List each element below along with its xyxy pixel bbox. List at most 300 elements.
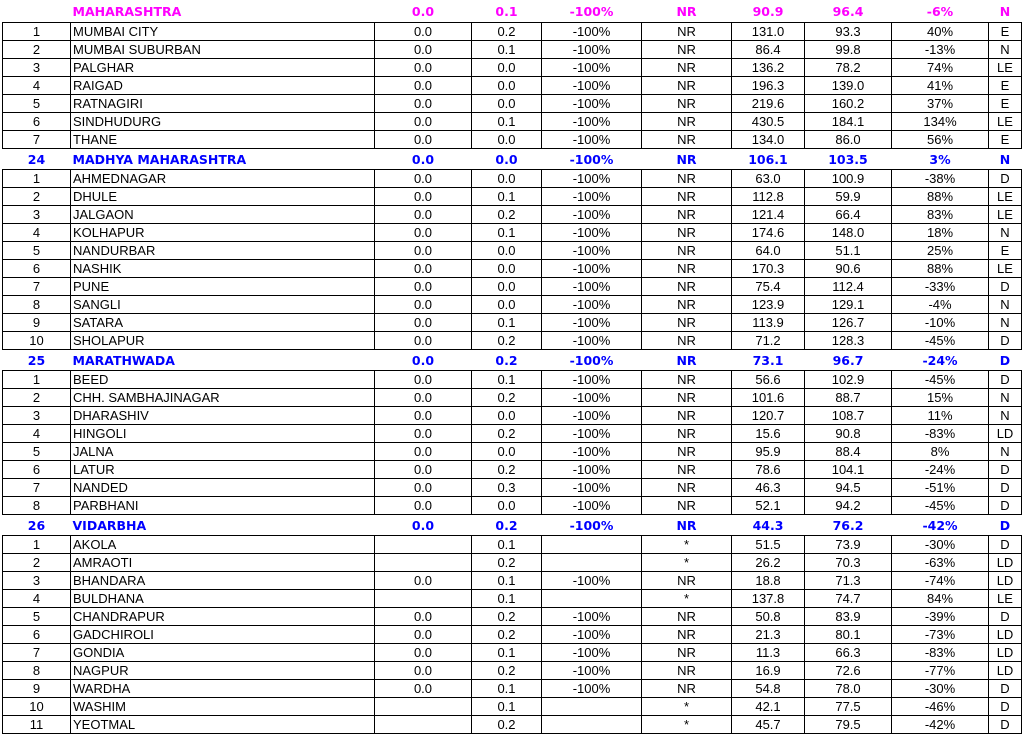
- table-cell: -45%: [892, 371, 989, 389]
- subdivision-value: N: [999, 3, 1011, 19]
- table-cell: -77%: [892, 662, 989, 680]
- table-cell: 75.4: [732, 278, 805, 296]
- table-cell: NR: [642, 77, 732, 95]
- table-cell: -100%: [542, 242, 642, 260]
- table-cell: 0.2: [472, 626, 542, 644]
- table-cell: 113.9: [732, 314, 805, 332]
- table-cell: LE: [989, 206, 1022, 224]
- subdivision-number: [3, 0, 71, 23]
- table-cell: 74.7: [805, 590, 892, 608]
- district-name: KOLHAPUR: [71, 224, 375, 242]
- table-row: [3, 131, 1022, 149]
- table-cell: -100%: [542, 425, 642, 443]
- district-name: GADCHIROLI: [71, 626, 375, 644]
- district-name: NASHIK: [71, 260, 375, 278]
- table-cell: -39%: [892, 608, 989, 626]
- table-cell: 0.1: [472, 572, 542, 590]
- subdivision-value: -100%: [569, 517, 614, 533]
- table-cell: D: [989, 278, 1022, 296]
- district-name: WASHIM: [71, 698, 375, 716]
- table-cell: 137.8: [732, 590, 805, 608]
- table-cell: 0.0: [375, 59, 472, 77]
- table-cell: 40%: [892, 23, 989, 41]
- district-name: LATUR: [71, 461, 375, 479]
- table-cell: 83.9: [805, 608, 892, 626]
- table-cell: 0.2: [472, 554, 542, 572]
- table-cell: [375, 554, 472, 572]
- table-cell: 0.3: [472, 479, 542, 497]
- table-cell: 0.0: [472, 296, 542, 314]
- table-cell: *: [642, 590, 732, 608]
- table-cell: 86.0: [805, 131, 892, 149]
- district-name: NAGPUR: [71, 662, 375, 680]
- table-cell: -100%: [542, 332, 642, 350]
- subdivision-value: NR: [676, 352, 697, 368]
- table-cell: NR: [642, 278, 732, 296]
- table-cell: 51.1: [805, 242, 892, 260]
- table-cell: 0.0: [375, 371, 472, 389]
- row-number: 9: [3, 314, 71, 332]
- table-cell: 52.1: [732, 497, 805, 515]
- table-row: [3, 716, 1022, 734]
- table-cell: -13%: [892, 41, 989, 59]
- subdivision-value: NR: [676, 517, 697, 533]
- row-number: 4: [3, 77, 71, 95]
- table-cell: 0.2: [472, 389, 542, 407]
- district-name: YEOTMAL: [71, 716, 375, 734]
- table-cell: NR: [642, 371, 732, 389]
- table-cell: 100.9: [805, 170, 892, 188]
- table-cell: D: [989, 371, 1022, 389]
- table-cell: 26.2: [732, 554, 805, 572]
- table-cell: NR: [642, 443, 732, 461]
- district-name: RAIGAD: [71, 77, 375, 95]
- subdivision-value: NR: [676, 3, 697, 19]
- table-cell: LD: [989, 554, 1022, 572]
- table-row: [3, 626, 1022, 644]
- table-cell: 18%: [892, 224, 989, 242]
- table-cell: 90.6: [805, 260, 892, 278]
- table-row: [3, 698, 1022, 716]
- district-name: BHANDARA: [71, 572, 375, 590]
- table-cell: 196.3: [732, 77, 805, 95]
- table-cell: -4%: [892, 296, 989, 314]
- table-cell: NR: [642, 95, 732, 113]
- table-cell: 0.0: [375, 113, 472, 131]
- table-cell: 0.0: [472, 407, 542, 425]
- table-cell: 86.4: [732, 41, 805, 59]
- table-cell: 184.1: [805, 113, 892, 131]
- table-cell: -100%: [542, 314, 642, 332]
- table-cell: [542, 590, 642, 608]
- table-row: [3, 644, 1022, 662]
- table-cell: D: [989, 497, 1022, 515]
- table-cell: 88.4: [805, 443, 892, 461]
- table-cell: -100%: [542, 296, 642, 314]
- table-cell: D: [989, 332, 1022, 350]
- table-cell: 0.2: [472, 608, 542, 626]
- subdivision-value: 0.0: [411, 517, 435, 533]
- table-cell: -100%: [542, 479, 642, 497]
- table-cell: 88.7: [805, 389, 892, 407]
- row-number: 2: [3, 188, 71, 206]
- subdivision-value: 76.2: [832, 517, 864, 533]
- table-cell: -45%: [892, 332, 989, 350]
- table-cell: 136.2: [732, 59, 805, 77]
- table-cell: 139.0: [805, 77, 892, 95]
- table-row: [3, 188, 1022, 206]
- subdivision-header-row: [3, 515, 1022, 536]
- table-cell: 0.0: [472, 59, 542, 77]
- table-row: [3, 206, 1022, 224]
- table-cell: 84%: [892, 590, 989, 608]
- table-cell: E: [989, 95, 1022, 113]
- table-cell: 128.3: [805, 332, 892, 350]
- table-cell: 148.0: [805, 224, 892, 242]
- district-name: SINDHUDURG: [71, 113, 375, 131]
- table-cell: N: [989, 224, 1022, 242]
- table-row: [3, 497, 1022, 515]
- table-cell: LE: [989, 260, 1022, 278]
- table-cell: NR: [642, 131, 732, 149]
- table-cell: 21.3: [732, 626, 805, 644]
- table-cell: 90.8: [805, 425, 892, 443]
- row-number: 1: [3, 371, 71, 389]
- table-cell: NR: [642, 314, 732, 332]
- district-name: PALGHAR: [71, 59, 375, 77]
- table-cell: 18.8: [732, 572, 805, 590]
- table-cell: 0.0: [472, 260, 542, 278]
- table-cell: 0.0: [375, 608, 472, 626]
- table-cell: 93.3: [805, 23, 892, 41]
- table-cell: LE: [989, 590, 1022, 608]
- table-cell: N: [989, 389, 1022, 407]
- table-cell: -30%: [892, 536, 989, 554]
- table-cell: [542, 536, 642, 554]
- district-name: HINGOLI: [71, 425, 375, 443]
- table-cell: 129.1: [805, 296, 892, 314]
- subdivision-value: 0.2: [495, 517, 518, 533]
- table-row: [3, 113, 1022, 131]
- table-cell: -63%: [892, 554, 989, 572]
- row-number: 8: [3, 497, 71, 515]
- table-cell: -51%: [892, 479, 989, 497]
- row-number: 4: [3, 590, 71, 608]
- table-cell: E: [989, 242, 1022, 260]
- row-number: 4: [3, 224, 71, 242]
- subdivision-name: MAHARASHTRA: [72, 3, 182, 19]
- table-row: [3, 314, 1022, 332]
- table-cell: [542, 698, 642, 716]
- table-cell: 0.0: [375, 242, 472, 260]
- table-row: [3, 242, 1022, 260]
- table-cell: 41%: [892, 77, 989, 95]
- table-cell: 0.0: [472, 77, 542, 95]
- subdivision-value: 0.0: [411, 3, 435, 19]
- table-cell: NR: [642, 626, 732, 644]
- table-cell: 0.0: [375, 662, 472, 680]
- table-cell: D: [989, 680, 1022, 698]
- table-cell: -100%: [542, 443, 642, 461]
- table-cell: D: [989, 536, 1022, 554]
- district-name: RATNAGIRI: [71, 95, 375, 113]
- table-cell: D: [989, 716, 1022, 734]
- table-cell: 54.8: [732, 680, 805, 698]
- table-cell: -100%: [542, 41, 642, 59]
- table-row: [3, 77, 1022, 95]
- table-cell: 77.5: [805, 698, 892, 716]
- table-cell: -83%: [892, 644, 989, 662]
- table-cell: -100%: [542, 497, 642, 515]
- row-number: 8: [3, 662, 71, 680]
- table-cell: 66.3: [805, 644, 892, 662]
- table-cell: 78.2: [805, 59, 892, 77]
- subdivision-number: 26: [27, 517, 46, 533]
- subdivision-value: 106.1: [748, 151, 788, 167]
- table-cell: -100%: [542, 206, 642, 224]
- table-cell: -42%: [892, 716, 989, 734]
- table-cell: -24%: [892, 461, 989, 479]
- table-cell: 0.1: [472, 371, 542, 389]
- table-row: [3, 680, 1022, 698]
- row-number: 9: [3, 680, 71, 698]
- table-cell: NR: [642, 206, 732, 224]
- table-cell: NR: [642, 23, 732, 41]
- row-number: 7: [3, 644, 71, 662]
- table-cell: 0.0: [472, 443, 542, 461]
- table-cell: 131.0: [732, 23, 805, 41]
- district-name: AMRAOTI: [71, 554, 375, 572]
- table-row: [3, 23, 1022, 41]
- table-cell: NR: [642, 479, 732, 497]
- district-name: MUMBAI CITY: [71, 23, 375, 41]
- table-cell: 11.3: [732, 644, 805, 662]
- table-cell: D: [989, 608, 1022, 626]
- table-cell: NR: [642, 425, 732, 443]
- table-cell: 0.2: [472, 23, 542, 41]
- table-cell: 219.6: [732, 95, 805, 113]
- table-cell: -100%: [542, 224, 642, 242]
- table-cell: 0.0: [375, 224, 472, 242]
- table-cell: 42.1: [732, 698, 805, 716]
- table-row: [3, 260, 1022, 278]
- district-name: NANDURBAR: [71, 242, 375, 260]
- district-name: AKOLA: [71, 536, 375, 554]
- table-cell: NR: [642, 461, 732, 479]
- district-name: SANGLI: [71, 296, 375, 314]
- table-cell: 112.8: [732, 188, 805, 206]
- table-cell: 112.4: [805, 278, 892, 296]
- table-cell: 0.0: [375, 626, 472, 644]
- table-cell: -100%: [542, 371, 642, 389]
- row-number: 1: [3, 536, 71, 554]
- table-cell: -100%: [542, 407, 642, 425]
- table-cell: 16.9: [732, 662, 805, 680]
- district-name: BULDHANA: [71, 590, 375, 608]
- table-cell: -73%: [892, 626, 989, 644]
- subdivision-value: 73.1: [752, 352, 784, 368]
- subdivision-name: VIDARBHA: [72, 517, 147, 533]
- subdivision-value: 0.2: [495, 352, 518, 368]
- table-cell: -100%: [542, 77, 642, 95]
- table-cell: -100%: [542, 662, 642, 680]
- table-cell: NR: [642, 188, 732, 206]
- table-cell: 121.4: [732, 206, 805, 224]
- table-cell: 0.2: [472, 206, 542, 224]
- table-cell: 0.2: [472, 461, 542, 479]
- table-cell: 83%: [892, 206, 989, 224]
- table-cell: -100%: [542, 188, 642, 206]
- row-number: 5: [3, 242, 71, 260]
- table-cell: 0.0: [472, 278, 542, 296]
- table-cell: 104.1: [805, 461, 892, 479]
- table-cell: -100%: [542, 389, 642, 407]
- row-number: 5: [3, 443, 71, 461]
- rainfall-table: [2, 0, 1022, 734]
- table-cell: -100%: [542, 260, 642, 278]
- row-number: 4: [3, 425, 71, 443]
- table-cell: -100%: [542, 680, 642, 698]
- table-cell: LD: [989, 662, 1022, 680]
- table-cell: -100%: [542, 278, 642, 296]
- table-cell: 430.5: [732, 113, 805, 131]
- table-row: [3, 332, 1022, 350]
- table-cell: 0.0: [375, 407, 472, 425]
- district-name: JALNA: [71, 443, 375, 461]
- table-cell: N: [989, 41, 1022, 59]
- table-row: [3, 425, 1022, 443]
- table-cell: 0.0: [375, 260, 472, 278]
- table-cell: LD: [989, 626, 1022, 644]
- table-cell: LD: [989, 644, 1022, 662]
- table-row: [3, 536, 1022, 554]
- table-cell: NR: [642, 572, 732, 590]
- table-cell: E: [989, 23, 1022, 41]
- table-row: [3, 41, 1022, 59]
- table-cell: [542, 554, 642, 572]
- table-cell: -74%: [892, 572, 989, 590]
- table-cell: E: [989, 77, 1022, 95]
- table-cell: 94.2: [805, 497, 892, 515]
- table-cell: 108.7: [805, 407, 892, 425]
- table-cell: -100%: [542, 23, 642, 41]
- row-number: 7: [3, 479, 71, 497]
- table-cell: [375, 716, 472, 734]
- table-cell: -100%: [542, 644, 642, 662]
- district-name: SATARA: [71, 314, 375, 332]
- table-cell: 0.1: [472, 644, 542, 662]
- table-cell: 0.0: [375, 206, 472, 224]
- table-cell: 88%: [892, 260, 989, 278]
- table-cell: 63.0: [732, 170, 805, 188]
- subdivision-value: 0.1: [495, 3, 518, 19]
- row-number: 3: [3, 206, 71, 224]
- subdivision-value: NR: [676, 151, 697, 167]
- row-number: 2: [3, 554, 71, 572]
- row-number: 7: [3, 278, 71, 296]
- table-cell: D: [989, 170, 1022, 188]
- table-cell: 80.1: [805, 626, 892, 644]
- table-cell: 0.0: [472, 242, 542, 260]
- subdivision-value: 0.0: [411, 151, 435, 167]
- table-cell: NR: [642, 296, 732, 314]
- table-row: [3, 479, 1022, 497]
- table-row: [3, 389, 1022, 407]
- table-cell: 134%: [892, 113, 989, 131]
- table-cell: 120.7: [732, 407, 805, 425]
- table-cell: D: [989, 461, 1022, 479]
- table-cell: 0.0: [375, 170, 472, 188]
- table-cell: 0.0: [375, 680, 472, 698]
- table-cell: 101.6: [732, 389, 805, 407]
- table-cell: 160.2: [805, 95, 892, 113]
- table-cell: 71.3: [805, 572, 892, 590]
- row-number: 6: [3, 113, 71, 131]
- district-name: WARDHA: [71, 680, 375, 698]
- row-number: 6: [3, 461, 71, 479]
- district-name: DHULE: [71, 188, 375, 206]
- table-row: [3, 59, 1022, 77]
- subdivision-header-row: [3, 0, 1022, 23]
- district-name: MUMBAI SUBURBAN: [71, 41, 375, 59]
- district-name: CHANDRAPUR: [71, 608, 375, 626]
- row-number: 6: [3, 626, 71, 644]
- table-cell: 0.2: [472, 425, 542, 443]
- district-name: THANE: [71, 131, 375, 149]
- table-cell: LE: [989, 59, 1022, 77]
- district-name: CHH. SAMBHAJINAGAR: [71, 389, 375, 407]
- subdivision-name: MADHYA MAHARASHTRA: [72, 151, 247, 167]
- table-cell: 0.0: [375, 77, 472, 95]
- table-cell: LD: [989, 425, 1022, 443]
- table-cell: 0.0: [375, 497, 472, 515]
- table-cell: -83%: [892, 425, 989, 443]
- table-row: [3, 590, 1022, 608]
- table-cell: 37%: [892, 95, 989, 113]
- row-number: 5: [3, 95, 71, 113]
- table-cell: 88%: [892, 188, 989, 206]
- table-cell: 15%: [892, 389, 989, 407]
- table-cell: 11%: [892, 407, 989, 425]
- row-number: 7: [3, 131, 71, 149]
- table-cell: 51.5: [732, 536, 805, 554]
- table-cell: NR: [642, 644, 732, 662]
- table-cell: LD: [989, 572, 1022, 590]
- row-number: 1: [3, 23, 71, 41]
- table-cell: 0.0: [375, 389, 472, 407]
- table-cell: 78.0: [805, 680, 892, 698]
- table-row: [3, 296, 1022, 314]
- subdivision-value: -42%: [922, 517, 958, 533]
- table-cell: -10%: [892, 314, 989, 332]
- table-cell: 0.1: [472, 698, 542, 716]
- table-cell: 0.0: [375, 95, 472, 113]
- table-cell: NR: [642, 662, 732, 680]
- subdivision-value: -100%: [569, 151, 614, 167]
- table-cell: 95.9: [732, 443, 805, 461]
- table-row: [3, 443, 1022, 461]
- row-number: 10: [3, 332, 71, 350]
- table-cell: 102.9: [805, 371, 892, 389]
- table-cell: 0.1: [472, 224, 542, 242]
- table-cell: 0.0: [375, 41, 472, 59]
- subdivision-value: 96.4: [832, 3, 864, 19]
- table-cell: -100%: [542, 170, 642, 188]
- district-name: BEED: [71, 371, 375, 389]
- table-cell: 0.2: [472, 716, 542, 734]
- district-name: GONDIA: [71, 644, 375, 662]
- table-cell: 0.2: [472, 332, 542, 350]
